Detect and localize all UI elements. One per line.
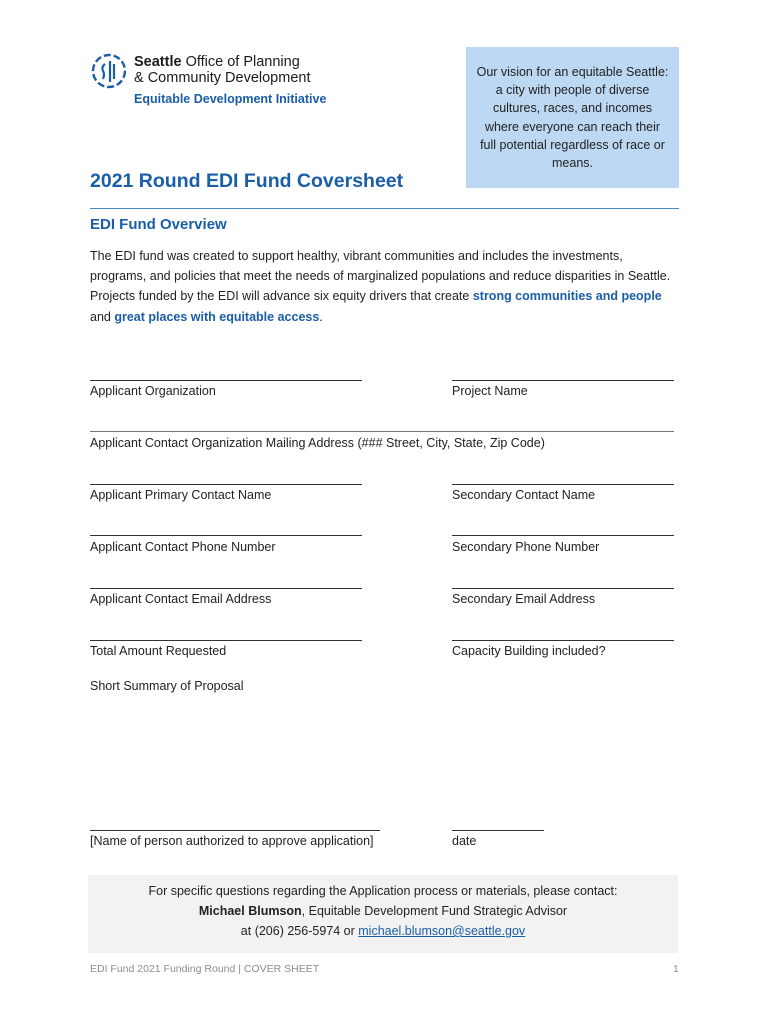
secondary-email-label: Secondary Email Address [452, 592, 596, 606]
capacity-building-field[interactable] [452, 640, 674, 641]
phone-field[interactable] [90, 535, 362, 536]
contact-phone-email [88, 921, 678, 941]
logo-line-1: Seattle Office of Planning [134, 54, 300, 70]
page-number: 1 [673, 963, 679, 975]
contact-email-link[interactable]: michael.blumson@seattle.gov [358, 924, 526, 938]
applicant-org-field[interactable] [90, 380, 362, 381]
capacity-building-label: Capacity Building included? [452, 644, 606, 658]
logo-line-3: Equitable Development Initiative [134, 92, 327, 106]
logo-line-2: & Community Development [134, 70, 311, 86]
date-label: date [452, 834, 477, 848]
overview-heading: EDI Fund Overview [90, 216, 227, 233]
highlight-strong-communities: strong communities and people [472, 289, 662, 304]
page-title: 2021 Round EDI Fund Coversheet [90, 170, 404, 192]
mailing-address-field[interactable] [90, 431, 674, 432]
contact-role: , Equitable Development Fund Strategic Advisor [301, 904, 568, 918]
secondary-contact-field[interactable] [452, 484, 674, 485]
primary-contact-label: Applicant Primary Contact Name [90, 488, 272, 502]
secondary-contact-label: Secondary Contact Name [452, 488, 596, 502]
email-label: Applicant Contact Email Address [90, 592, 272, 606]
overview-paragraph: The EDI fund was created to support healthy, vibrant communities and includes the investments, programs, and policies that meet the needs of marginalized populations and reduce disparities in Seattle. Projects funded by the EDI will advance six equity drivers that create strong communities and people and great places with equitable access. [90, 249, 671, 324]
secondary-email-field[interactable] [452, 588, 674, 589]
project-name-label: Project Name [452, 384, 528, 398]
footer-text: EDI Fund 2021 Funding Round | COVER SHEET [90, 963, 320, 975]
highlight-great-places: great places with equitable access [114, 309, 320, 324]
seattle-seal-icon [90, 52, 128, 90]
authorized-person-field[interactable] [90, 830, 380, 831]
contact-name: Michael Blumson [198, 904, 302, 918]
email-field[interactable] [90, 588, 362, 589]
title-divider [90, 208, 679, 209]
contact-intro: For specific questions regarding the Application process or materials, please contact: [148, 884, 618, 898]
primary-contact-field[interactable] [90, 484, 362, 485]
contact-person [88, 901, 678, 921]
vision-box: Our vision for an equitable Seattle: a city with people of diverse cultures, races, and incomes where everyone can reach their full potential regardless of race or means. [466, 47, 679, 188]
secondary-phone-field[interactable] [452, 535, 674, 536]
summary-label: Short Summary of Proposal [90, 679, 244, 693]
mailing-address-label: Applicant Contact Organization Mailing Address (### Street, City, State, Zip Code) [90, 436, 545, 450]
contact-box [88, 875, 678, 953]
phone-label: Applicant Contact Phone Number [90, 540, 276, 554]
date-field[interactable] [452, 830, 544, 831]
total-amount-label: Total Amount Requested [90, 644, 227, 658]
authorized-person-label: [Name of person authorized to approve application] [90, 834, 374, 848]
contact-phone: at (206) 256-5974 or [240, 924, 359, 938]
total-amount-field[interactable] [90, 640, 362, 641]
logo [90, 50, 350, 112]
applicant-org-label: Applicant Organization [90, 384, 216, 398]
project-name-field[interactable] [452, 380, 674, 381]
secondary-phone-label: Secondary Phone Number [452, 540, 600, 554]
